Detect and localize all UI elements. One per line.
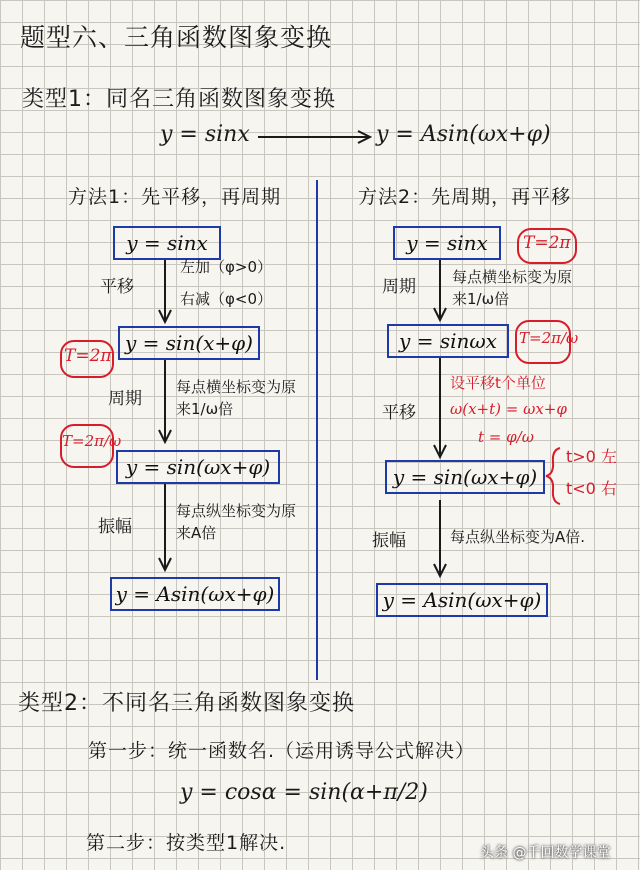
method1-step1-label: 平移 [100, 277, 134, 297]
method2-heading: 方法2：先周期，再平移 [358, 186, 572, 208]
method1-step3-label: 振幅 [98, 517, 132, 537]
method2-step1-label: 周期 [382, 277, 416, 297]
column-divider [316, 180, 318, 680]
method1-period-b: T=2π/ω [62, 432, 122, 450]
method2-shift-note-2: ω(x+t) = ωx+φ [450, 400, 567, 418]
method2-step1-note: 每点横坐标变为原来1/ω倍 [452, 268, 573, 308]
type2-step2: 第二步：按类型1解决. [86, 832, 287, 854]
method1-step1-note-b: 右减（φ<0） [180, 290, 273, 308]
method2-period-b: T=2π/ω [519, 329, 579, 347]
method1-heading: 方法1：先平移，再周期 [68, 186, 282, 208]
method2-box4: y = Asin(ωx+φ) [376, 583, 548, 617]
method2-box3: y = sin(ωx+φ) [385, 460, 545, 494]
type1-heading: 类型1：同名三角函数图象变换 [22, 87, 336, 112]
method2-cond-1: t>0 左 [566, 447, 617, 466]
type1-from: y = sinx [160, 122, 250, 147]
method1-box4: y = Asin(ωx+φ) [110, 577, 280, 611]
method1-step2-label: 周期 [108, 389, 142, 409]
method1-step3-note: 每点纵坐标变为原来A倍 [176, 502, 297, 542]
method2-box2: y = sinωx [387, 324, 509, 358]
page-title: 题型六、三角函数图象变换 [20, 23, 333, 52]
method2-box1: y = sinx [393, 226, 501, 260]
method2-period-a: T=2π [523, 233, 571, 253]
method2-shift-note-3: t = φ/ω [478, 428, 534, 446]
watermark: 头条 @千回数学课堂 [480, 845, 611, 861]
method1-step1-note-a: 左加（φ>0） [180, 258, 273, 276]
method2-cond-2: t<0 右 [566, 479, 617, 498]
type2-formula: y = cosα = sin(α+π/2) [180, 780, 428, 805]
method1-period-a: T=2π [64, 346, 112, 366]
type1-to: y = Asin(ωx+φ) [376, 122, 551, 147]
method1-box1: y = sinx [113, 226, 221, 260]
method1-box3: y = sin(ωx+φ) [116, 450, 280, 484]
type2-heading: 类型2：不同名三角函数图象变换 [18, 691, 355, 716]
method2-step3-label: 振幅 [372, 531, 406, 551]
method1-box2: y = sin(x+φ) [118, 326, 260, 360]
method2-step3-note: 每点纵坐标变为A倍. [450, 528, 586, 546]
method1-step2-note: 每点横坐标变为原来1/ω倍 [176, 378, 297, 418]
type2-step1: 第一步：统一函数名.（运用诱导公式解决） [88, 740, 476, 762]
method2-shift-note-1: 设平移t个单位 [450, 374, 546, 392]
method2-step2-label: 平移 [382, 403, 416, 423]
